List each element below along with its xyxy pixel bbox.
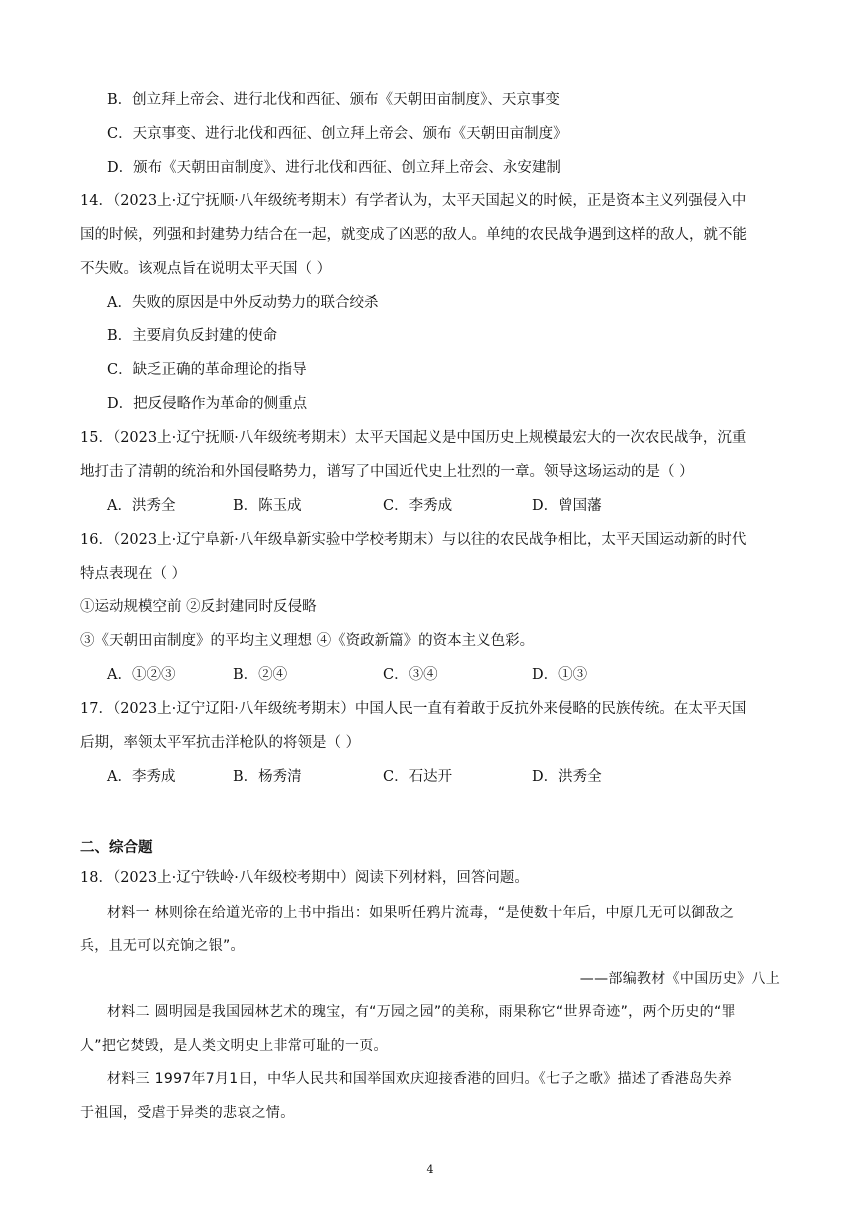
q15-option-d: D．曾国藩 bbox=[532, 498, 602, 514]
q15-option-c: C．李秀成 bbox=[383, 498, 453, 514]
q15-option-b: B．陈玉成 bbox=[233, 498, 302, 514]
q16-item-line2: ③《天朝田亩制度》的平均主义理想 ④《资政新篇》的资本主义色彩。 bbox=[80, 633, 535, 649]
q13-option-d: D．颁布《天朝田亩制度》、进行北伐和西征、创立拜上帝会、永安建制 bbox=[107, 160, 561, 176]
q14-stem-line2: 国的时候，列强和封建势力结合在一起，就变成了凶恶的敌人。单纯的农民战争遇到这样的敌人，就不能 bbox=[80, 227, 747, 243]
q15-stem-line1: 15．（2023上·辽宁抚顺·八年级统考期末）太平天国起义是中国历史上规模最宏大的一次农民战争，沉重 bbox=[80, 430, 747, 446]
q14-stem-line3: 不失败。该观点旨在说明太平天国（ ） bbox=[80, 261, 332, 277]
q17-option-c: C．石达开 bbox=[383, 769, 453, 785]
q16-stem-line1: 16．（2023上·辽宁阜新·八年级阜新实验中学校考期末）与以往的农民战争相比，太平天国运动新的时代 bbox=[80, 532, 747, 548]
section-heading: 二、综合题 bbox=[80, 840, 153, 856]
material-2-line1: 材料二 圆明园是我国园林艺术的瑰宝，有“万园之园”的美称，雨果称它“世界奇迹”，两个历史的“罪 bbox=[107, 1004, 736, 1020]
page-number: 4 bbox=[426, 1163, 434, 1176]
material-1-source: ——部编教材《中国历史》八上 bbox=[579, 971, 780, 987]
q17-option-b: B．杨秀清 bbox=[233, 769, 302, 785]
material-1-line2: 兵，且无可以充饷之银”。 bbox=[80, 938, 245, 954]
q14-option-b: B．主要肩负反封建的使命 bbox=[107, 328, 278, 344]
q17-option-a: A．李秀成 bbox=[107, 769, 176, 785]
material-1-line1: 材料一 林则徐在给道光帝的上书中指出：如果听任鸦片流毒，“是使数十年后，中原几无可以御敌之 bbox=[107, 905, 735, 921]
q17-stem-line1: 17．（2023上·辽宁辽阳·八年级统考期末）中国人民一直有着敢于反抗外来侵略的民族传统。在太平天国 bbox=[80, 701, 747, 717]
q14-stem-line1: 14．（2023上·辽宁抚顺·八年级统考期末）有学者认为，太平天国起义的时候，正是资本主义列强侵入中 bbox=[80, 193, 747, 209]
material-2-line2: 人”把它焚毁，是人类文明史上非常可耻的一页。 bbox=[80, 1038, 388, 1054]
q13-option-c: C．天京事变、进行北伐和西征、创立拜上帝会、颁布《天朝田亩制度》 bbox=[107, 126, 568, 142]
q16-option-b: B．②④ bbox=[233, 667, 288, 683]
q17-stem-line2: 后期，率领太平军抗击洋枪队的将领是（ ） bbox=[80, 735, 361, 751]
q16-stem-line2: 特点表现在（ ） bbox=[80, 566, 187, 582]
q18-stem: 18．（2023上·辽宁铁岭·八年级校考期中）阅读下列材料，回答问题。 bbox=[80, 870, 529, 886]
q14-option-a: A．失败的原因是中外反动势力的联合绞杀 bbox=[107, 295, 379, 311]
q14-option-c: C．缺乏正确的革命理论的指导 bbox=[107, 362, 307, 378]
material-3-line1: 材料三 1997年7月1日，中华人民共和国举国欢庆迎接香港的回归。《七子之歌》描述了香港岛失养 bbox=[107, 1071, 732, 1087]
q16-option-a: A．①②③ bbox=[107, 667, 176, 683]
q15-stem-line2: 地打击了清朝的统治和外国侵略势力，谱写了中国近代史上壮烈的一章。领导这场运动的是（ ） bbox=[80, 464, 694, 480]
q17-option-d: D．洪秀全 bbox=[532, 769, 602, 785]
q16-item-line1: ①运动规模空前 ②反封建同时反侵略 bbox=[80, 599, 317, 615]
q15-option-a: A．洪秀全 bbox=[107, 498, 176, 514]
q13-option-b: B．创立拜上帝会、进行北伐和西征、颁布《天朝田亩制度》、天京事变 bbox=[107, 92, 560, 108]
material-3-line2: 于祖国，受虐于异类的悲哀之情。 bbox=[80, 1105, 295, 1121]
q16-option-c: C．③④ bbox=[383, 667, 438, 683]
q16-option-d: D．①③ bbox=[532, 667, 588, 683]
q14-option-d: D．把反侵略作为革命的侧重点 bbox=[107, 396, 308, 412]
